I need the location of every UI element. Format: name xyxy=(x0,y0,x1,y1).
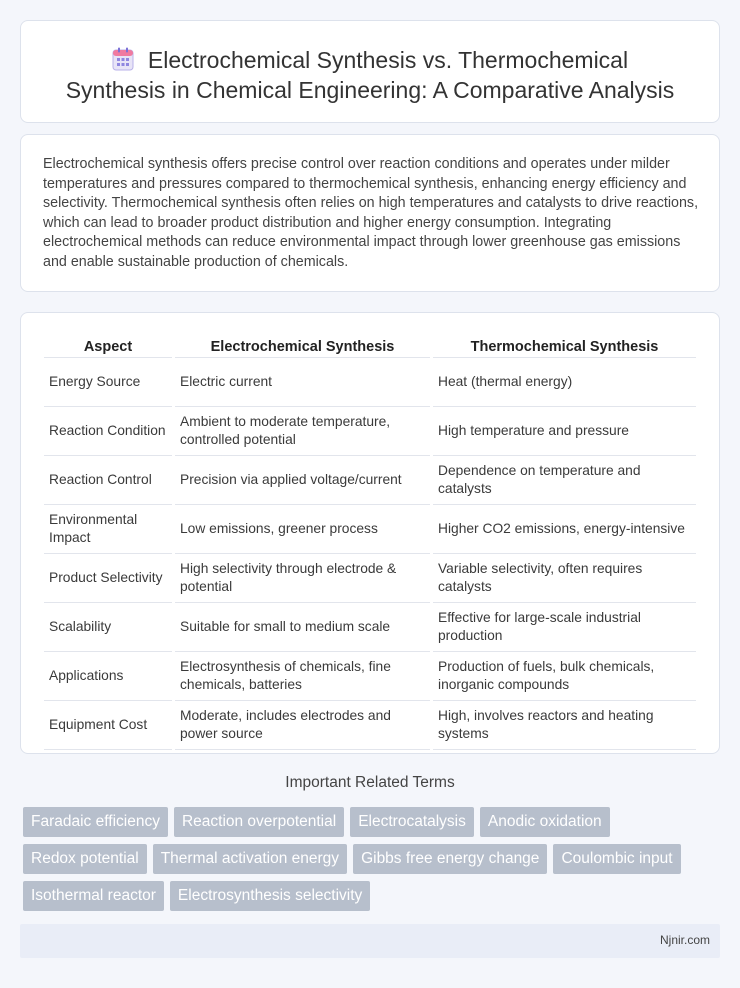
tag-electrosynthesis-selectivity[interactable]: Electrosynthesis selectivity xyxy=(170,881,370,911)
table-row xyxy=(44,456,696,505)
related-terms-heading: Important Related Terms xyxy=(285,774,455,791)
cell-electrochemical: Ambient to moderate temperature, controlled potential xyxy=(175,407,430,456)
table-header-row xyxy=(44,333,696,358)
cell-thermochemical: Effective for large-scale industrial production xyxy=(433,603,696,652)
cell-aspect: Reaction Control xyxy=(44,456,172,505)
calendar-icon xyxy=(112,47,134,71)
cell-electrochemical: Low emissions, greener process xyxy=(175,505,430,554)
footer xyxy=(20,924,720,958)
related-terms-list xyxy=(23,807,723,918)
cell-aspect: Scalability xyxy=(44,603,172,652)
cell-electrochemical: Suitable for small to medium scale xyxy=(175,603,430,652)
comparison-table xyxy=(41,333,699,750)
intro-paragraph: Electrochemical synthesis offers precise control over reaction conditions and operates under milder temperatures and pressures compared to thermochemical synthesis, enhancing energy efficiency and selectivity. Thermochemical synthesis often relies on high temperatures and catalysts to drive reactions, which can lead to broader product distribution and higher energy consumption. Integrating electrochemical methods can reduce environmental impact through lower greenhouse gas emissions and enable sustainable production of chemicals. xyxy=(43,156,699,270)
cell-thermochemical: High temperature and pressure xyxy=(433,407,696,456)
cell-electrochemical: High selectivity through electrode & potential xyxy=(175,554,430,603)
title-card xyxy=(20,20,720,123)
cell-thermochemical: Heat (thermal energy) xyxy=(433,358,696,407)
cell-aspect: Applications xyxy=(44,652,172,701)
intro-card xyxy=(20,134,720,292)
title-line-2: Synthesis in Chemical Engineering: A Comparative Analysis xyxy=(65,77,675,103)
cell-aspect: Reaction Condition xyxy=(44,407,172,456)
cell-thermochemical: Dependence on temperature and catalysts xyxy=(433,456,696,505)
table-row xyxy=(44,505,696,554)
tag-redox-potential[interactable]: Redox potential xyxy=(23,844,147,874)
tag-coulombic-input[interactable]: Coulombic input xyxy=(553,844,680,874)
table-row xyxy=(44,358,696,407)
header-electrochemical: Electrochemical Synthesis xyxy=(175,333,430,358)
tag-isothermal-reactor[interactable]: Isothermal reactor xyxy=(23,881,164,911)
header-aspect: Aspect xyxy=(44,333,172,358)
cell-electrochemical: Precision via applied voltage/current xyxy=(175,456,430,505)
cell-aspect: Energy Source xyxy=(44,358,172,407)
cell-aspect: Environmental Impact xyxy=(44,505,172,554)
tag-electrocatalysis[interactable]: Electrocatalysis xyxy=(350,807,474,837)
tag-gibbs-free-energy-change[interactable]: Gibbs free energy change xyxy=(353,844,547,874)
footer-site-link[interactable]: Njnir.com xyxy=(659,933,710,947)
tag-thermal-activation-energy[interactable]: Thermal activation energy xyxy=(153,844,347,874)
tag-anodic-oxidation[interactable]: Anodic oxidation xyxy=(480,807,610,837)
table-row xyxy=(44,652,696,701)
cell-thermochemical: High, involves reactors and heating systems xyxy=(433,701,696,750)
table-row xyxy=(44,554,696,603)
cell-aspect: Equipment Cost xyxy=(44,701,172,750)
cell-aspect: Product Selectivity xyxy=(44,554,172,603)
cell-thermochemical: Variable selectivity, often requires catalysts xyxy=(433,554,696,603)
table-row xyxy=(44,603,696,652)
header-thermochemical: Thermochemical Synthesis xyxy=(433,333,696,358)
tag-faradaic-efficiency[interactable]: Faradaic efficiency xyxy=(23,807,168,837)
table-row xyxy=(44,407,696,456)
tag-reaction-overpotential[interactable]: Reaction overpotential xyxy=(174,807,344,837)
cell-electrochemical: Electrosynthesis of chemicals, fine chemicals, batteries xyxy=(175,652,430,701)
cell-thermochemical: Production of fuels, bulk chemicals, inorganic compounds xyxy=(433,652,696,701)
cell-thermochemical: Higher CO2 emissions, energy-intensive xyxy=(433,505,696,554)
comparison-table-card xyxy=(20,312,720,754)
table-row xyxy=(44,701,696,750)
cell-electrochemical: Moderate, includes electrodes and power source xyxy=(175,701,430,750)
cell-electrochemical: Electric current xyxy=(175,358,430,407)
page-title xyxy=(51,45,689,105)
title-line-1: Electrochemical Synthesis vs. Thermochemical xyxy=(147,47,629,73)
